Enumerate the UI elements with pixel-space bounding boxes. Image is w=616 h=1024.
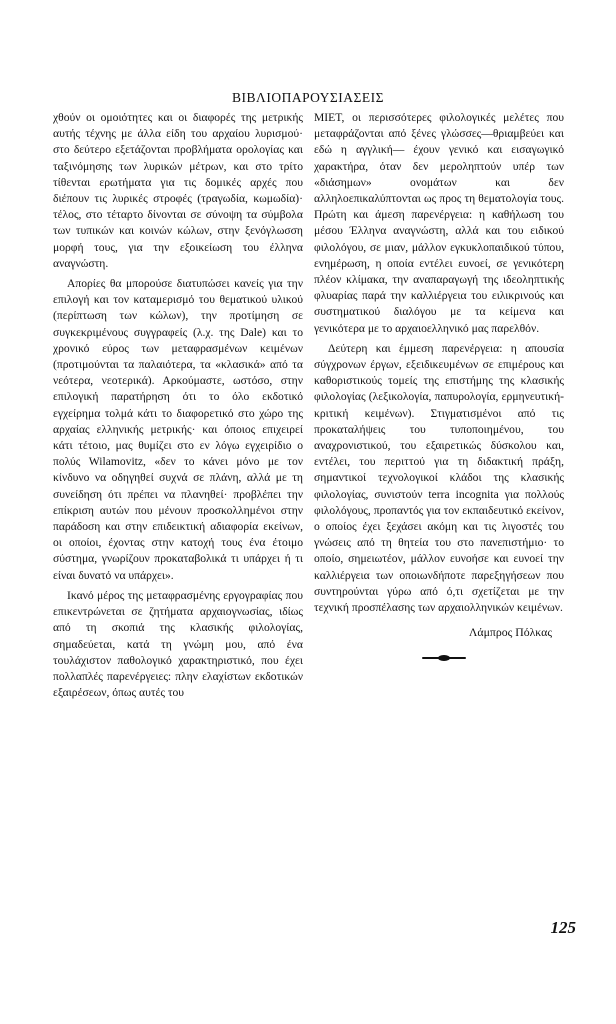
paragraph: Ικανό μέρος της μεταφρασμένης εργογραφίας που επικεντρώνεται σε ζητήματα αρχαιογνωσίας, ιδίως από τη σκοπιά της κλασικής φιλολογίας, σημαδεύεται, κατά τη γνώμη μου, από ένα τουλάχιστον παθολογικό χαρακτηριστικό, που έχει πολλαπλές παρενέργειες: πλην ελαχίστων εκδοτικών εξαιρέσεων, όπως αυτές του: [53, 588, 303, 700]
page-number: 125: [550, 918, 576, 937]
author-signature: Λάμπρος Πόλκας: [468, 625, 552, 640]
paragraph: Απορίες θα μπορούσε διατυπώσει κανείς για την επιλογή και τον καταμερισμό του θεματικού υλικού (περίπτωση των κώλων), την προτίμηση σε συγκεκριμένους συγγραφείς (λ.χ. της Dale) και το χρονικό εύρος των μεταφρασμένων κειμένων (προτιμούνται τα παλαιότερα, τα «κλασικά» από τα νεότερα, νεοτερικά). Αρκούμαστε, ωστόσο, στην επιλογική παρατήρηση ότι το όλο εκδοτικό εγχείρημα τολμά κάτι το διαφορετικό στο χώρο της αρχαίας ελληνικής μετρικής· και όποιος επιχειρεί κάτι τέτοιο, μας θυμίζει στο εν λόγω εγχειρίδιο ο πολύς Wilamovitz, «δεν το κάνει μόνο με τον κίνδυνο να οδηγηθεί συχνά σε πλάνη, αλλά με τη συνείδηση ότι πρέπει να πλανηθεί· προβλέπει την επίκριση αυτών που μένουν προσκολλημένοι στην παράδοση και στην επιδεικτική αδιαφορία εκείνων, οι οποίοι, έχοντας στην κατοχή τους ένα έτοιμο σύστημα, γνωρίζουν προκαταβολικά τι υπάρχει ή τι είναι δυνατό να υπάρχει».: [53, 277, 303, 582]
right-column: [314, 110, 564, 661]
paragraph: ΜΙΕΤ, οι περισσότερες φιλολογικές μελέτες που μεταφράζονται από ξένες γλώσσες—θριαμβεύει και εδώ η αγγλική— έχουν γενικό και εισαγωγικό χαρακτήρα, όταν δεν μεροληπτούν υπέρ των «διάσημων» ονομάτων και δεν αλληλοεπικαλύπτονται ως προς τη θεματολογία τους. Πρώτη και άμεση παρενέργεια: η καθήλωση του μέσου Έλληνα αναγνώστη, αλλά και του ειδικού φιλολόγου, σε μιαν, μάλλον εγκυκλοπαιδικού τύπου, ενημέρωση, η οποία εντέλει ευνοεί, σε γενικότερη πλέον κλίμακα, την αναπαραγωγή της ιδεοληπτικής φλυαρίας παρά την καλλιέργεια του ειλικρινούς και συστηματικού διαλόγου με τα κείμενα και γενικότερα με το αρχαιοελληνικό μας παρελθόν.: [314, 111, 564, 335]
ornament-divider-icon: [422, 655, 466, 661]
paragraph: Δεύτερη και έμμεση παρενέργεια: η απουσία σύγχρονων έργων, εξειδικευμένων σε επιμέρους και καθοριστικούς τομείς της επιστήμης της κλασικής φιλολογίας (λεξικολογία, παπυρολογία, ερμηνευτική-κριτική κειμένων). Στιγματισμένοι από τις προκαταλήψεις του τυποποιημένου, του αναχρονιστικού, του εξαιρετικώς δύσκολου και, εντέλει, του περιττού για τη διδακτική πράξη, σημαντικοί τεχνολογικοί κλάδοι της κλασικής φιλολογίας, συνιστούν terra incognita για πολλούς φιλολόγους, προπαντός για τον εκπαιδευτικό εκείνον, ο οποίος έχει ξεχάσει ακόμη και τις λιγοστές του γνώσεις από τη θητεία του στο πανεπιστήμιο· το οποίο, σημειωτέον, μάλλον ευνοήσε και ευνοεί την καλλιέργεια των οποιωνδήποτε παρεξηγήσεων που συντηρούνται γύρω από ό,τι σχετίζεται με την τεχνική προσπέλασης των αρχαιολληνικών κειμένων.: [314, 341, 564, 615]
section-title: ΒΙΒΛΙΟΠΑΡΟΥΣΙΑΣΕΙΣ: [232, 90, 384, 105]
left-column: [53, 110, 303, 701]
paragraph: χθούν οι ομοιότητες και οι διαφορές της μετρικής αυτής τέχνης με άλλα είδη του αρχαίου λυρισμού· στο δεύτερο εξετάζονται προβλήματα ορολογίας και ταξινόμησης των λυρικών μέτρων, και στο τρίτο τίθενται ερωτήματα για τις δομικές αρχές που διέπουν τις λυρικές στροφές (τραγωδία, κωμωδία)· τέλος, στο τέταρτο δίνονται σε σύνοψη τα σύμβολα των τυπικών και κοινών κώλων, στην ξενόγλωσση μορφή τους, για την εξοικείωση του έλληνα αναγνώστη.: [53, 111, 303, 270]
